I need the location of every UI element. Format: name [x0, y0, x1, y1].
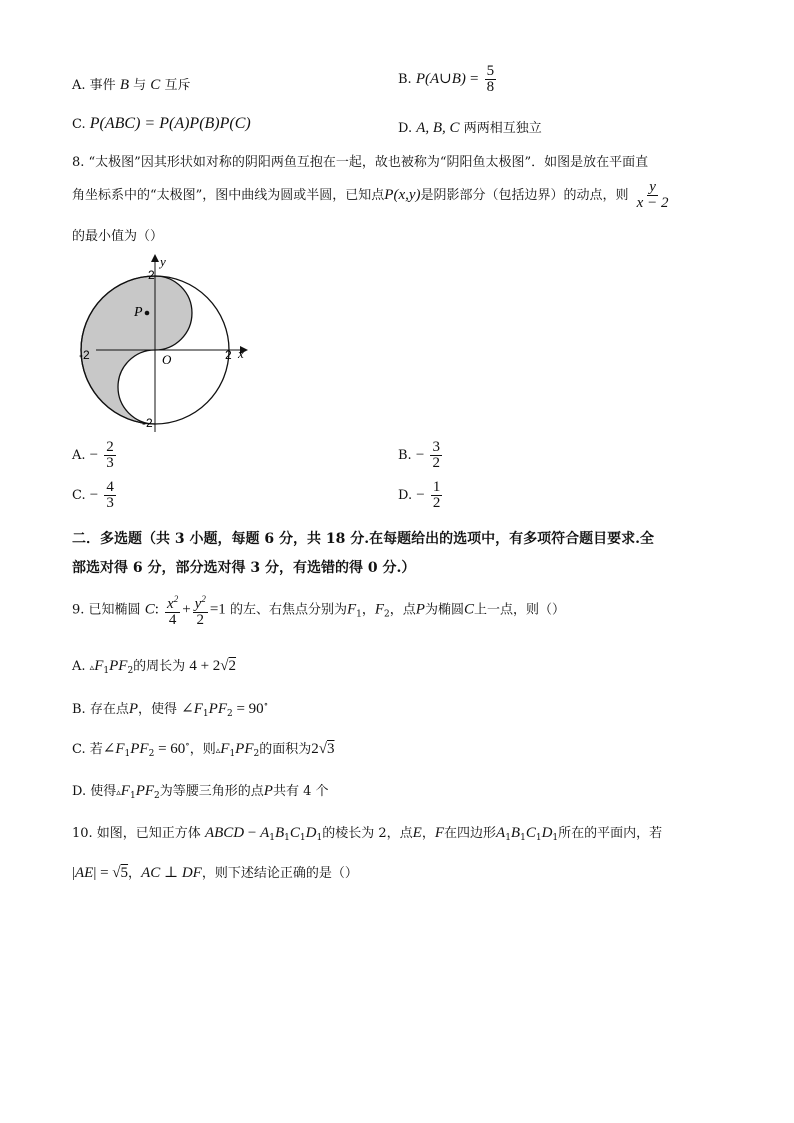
q7-option-a: A. 事件 B 与 C 互斥 — [72, 77, 191, 93]
tick-top: 2 — [148, 268, 155, 282]
y-axis-label: y — [160, 254, 166, 269]
tick-right: 2 — [225, 348, 232, 362]
q10-stem-line1: 10. 如图，已知正方体 ABCD − $A_1B_1C_1D_1$的棱长为 2，点E，F在四边形$A_1B_1C_1D_1$所在的平面内，若 — [72, 825, 663, 843]
q9-option-d: D. 使得$▵F_1PF_2$为等腰三角形的点P共有 4 个 — [72, 783, 329, 801]
q8-text-line2: 角坐标系中的“太极图”，图中曲线为圆或半圆，已知点P(x,y)是阴影部分（包括边界）的动点，则 $\frac{y}{x - 2}$ — [72, 179, 669, 211]
q8-option-a: A. − $\frac{2}{3}$ — [72, 439, 114, 471]
taiji-figure — [76, 250, 256, 432]
q9-stem: 9. 已知椭圆 C: $\frac{x^2}{4}$ + $\frac{y^2}{2}$ =1 的左、右焦点分别为$F_1$，$F_2$，点P为椭圆C上一点，则（） — [72, 594, 566, 628]
q8-option-d: D. − $\frac{1}{2}$ — [398, 479, 441, 511]
q8-option-c: C. − $\frac{4}{3}$ — [72, 479, 114, 511]
q8-text-line1: 8. “太极图”因其形状如对称的阴阳两鱼互抱在一起，故也被称为“阴阳鱼太极图”．如图是放在平面直 — [72, 155, 649, 170]
point-p-label: P — [134, 305, 143, 320]
origin-label: O — [162, 352, 172, 367]
section2-heading-line1: 二．多选题（共 3 小题，每题 6 分，共 18 分.在每题给出的选项中，有多项符合题目要求.全 — [72, 531, 654, 547]
point-p-dot — [145, 311, 150, 316]
q9-option-b: B. 存在点P，使得 $\angle F_1PF_2 = 90^\circ$ — [72, 699, 269, 719]
q9-option-c: C. 若$\angle F_1PF_2 = 60^\circ$，则$▵F_1PF_2$的面积为2√3 — [72, 739, 335, 759]
q9-option-a: A. $▵F_1PF_2$的周长为 4 + 2√2 — [72, 658, 237, 676]
section2-heading-line2: 部选对得 6 分，部分选对得 3 分，有选错的得 0 分.） — [72, 560, 416, 576]
q8-text-line3: 的最小值为（） — [72, 229, 164, 244]
q7-option-c: C. P(ABC) = P(A)P(B)P(C) — [72, 115, 251, 132]
tick-bottom: -2 — [142, 416, 153, 430]
q7-option-d: D. A, B, C 两两相互独立 — [398, 120, 542, 136]
q8-option-b: B. − $\frac{3}{2}$ — [398, 439, 440, 471]
q10-stem-line2: |AE| = √5，AC ⊥ DF，则下述结论正确的是（） — [72, 865, 358, 881]
q7-option-b: B. P(A∪B) = $\frac{5}{8}$ — [398, 63, 495, 95]
x-axis-label: x — [238, 346, 244, 361]
tick-left: -2 — [79, 348, 90, 362]
